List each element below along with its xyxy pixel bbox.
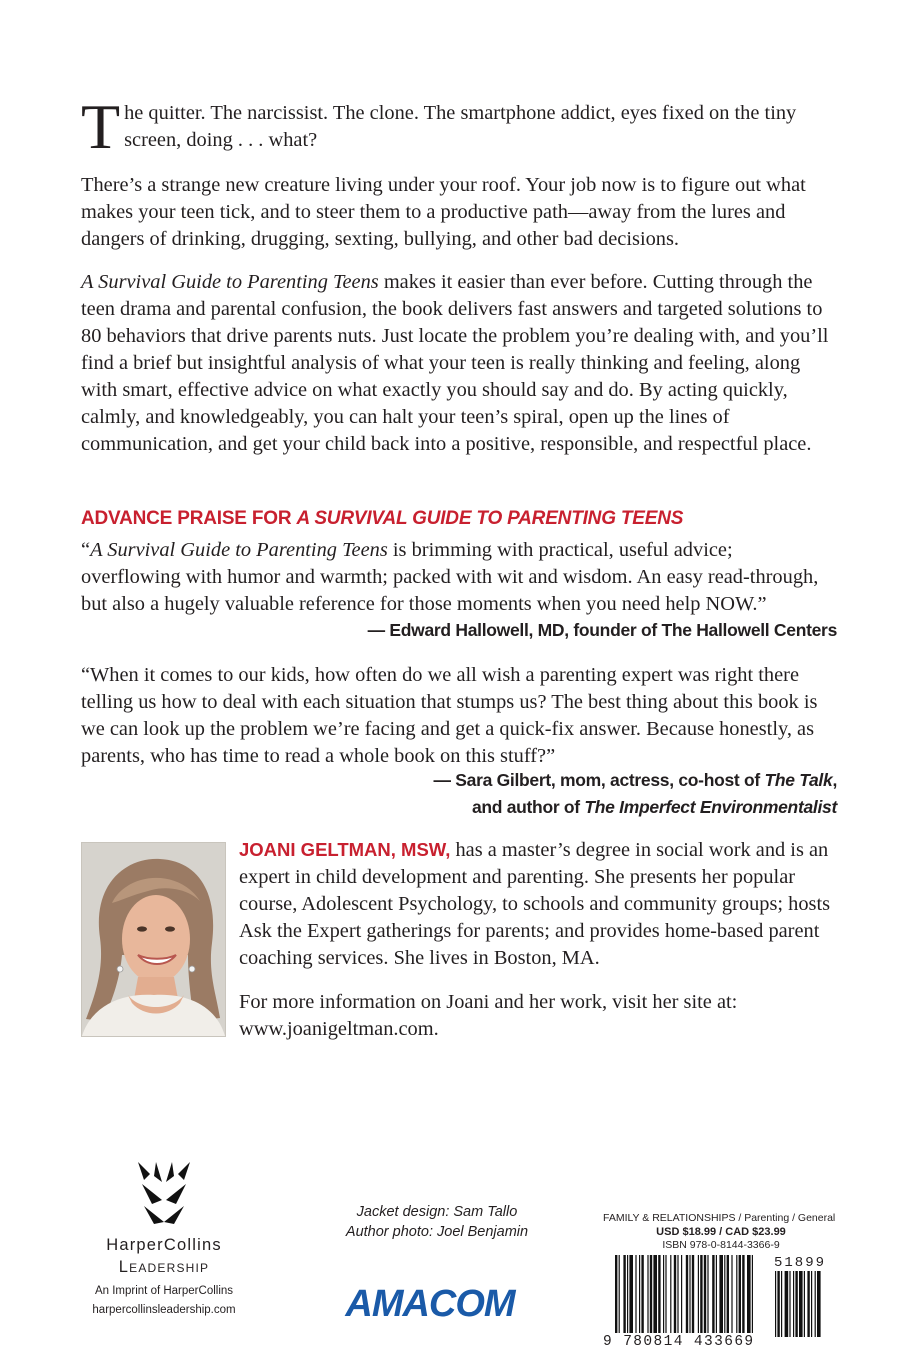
praise-quote-2: “When it comes to our kids, how often do we all wish a parenting expert was right there telling us how to deal with each situation that stumps us? The best thing about this book is we can look up the problem we’re facing and get a quick-fix answer. Because honestly, as parents, who has time to read a whole book on this stuff?”: [81, 664, 818, 767]
show-title: The Talk: [764, 770, 833, 790]
barcode-bar: [663, 1255, 664, 1333]
addon-barcode-bar: [811, 1271, 812, 1337]
addon-barcode-bar: [795, 1271, 797, 1337]
barcode-bar: [670, 1255, 671, 1333]
addon-barcode-bar: [777, 1271, 779, 1337]
addon-barcode-bar: [789, 1271, 790, 1337]
barcode-bar: [615, 1255, 617, 1333]
quote-open-mark: “: [81, 539, 91, 561]
addon-barcode-bar: [804, 1271, 805, 1337]
category-text: FAMILY & RELATIONSHIPS / Parenting / General: [603, 1212, 836, 1224]
praise-heading: [81, 508, 683, 530]
blurb-paragraph-2: There’s a strange new creature living under your roof. Your job now is to figure out what makes your teen tick, and to steer them to a productive path—away from the lures and dangers of drinking, drugging, sexting, bullying, and other bad decisions.: [81, 174, 806, 250]
barcode-bar: [727, 1255, 729, 1333]
quote-2-attr-suffix: ,: [832, 770, 837, 790]
quote-2-attr-prefix: — Sara Gilbert, mom, actress, co-host of: [433, 770, 765, 790]
barcode-bar: [681, 1255, 682, 1333]
ean-digits: 9 780814 433669: [603, 1334, 755, 1350]
book-title: A Survival Guide to Parenting Teens: [81, 271, 379, 293]
quote-1-attribution: — Edward Hallowell, MD, founder of The Hallowell Centers: [367, 620, 837, 640]
barcode-bar: [742, 1255, 744, 1333]
quote-book-title: A Survival Guide to Parenting Teens: [90, 539, 388, 561]
barcode-bar: [658, 1255, 660, 1333]
addon-barcode-bar: [799, 1271, 803, 1337]
barcode-bar: [674, 1255, 676, 1333]
blurb-paragraph-3: [81, 269, 841, 458]
quote-1-text: is brimming with practical, useful advice; overflowing with humor and warmth; packed with wit and wisdom. An easy read-through, but also a hugely valuable reference for those moments when you need help NOW.”: [81, 539, 819, 615]
quote-2-attribution-line-1: [434, 770, 838, 791]
price-text: USD $18.99 / CAD $23.99: [656, 1226, 786, 1238]
barcode-bar: [752, 1255, 753, 1333]
barcode-bar: [639, 1255, 640, 1333]
barcode-bar: [677, 1255, 678, 1333]
addon-barcode-bar: [815, 1271, 816, 1337]
intro-paragraph: [81, 91, 841, 162]
author-more-info: For more information on Joani and her work, visit her site at: www.joanigeltman.com.: [239, 991, 738, 1040]
publisher-name-line-2: Leadership: [118, 1258, 210, 1276]
author-bio-text: has a master’s degree in social work and is an expert in child development and parenting. She presents her popular course, Adolescent Psychology, to schools and community groups; hosts Ask the Expert gatherings for parents; and provides home-based parent coaching services. She lives in Boston, MA.: [239, 839, 831, 969]
barcode-bar: [653, 1255, 657, 1333]
addon-barcode-bar: [817, 1271, 821, 1337]
publisher-name-line-1: HarperCollins: [106, 1236, 222, 1254]
barcode-bar: [719, 1255, 723, 1333]
blurb-paragraph-3-text: makes it easier than ever before. Cutting through the teen drama and parental confusion, the book delivers fast answers and targeted solutions to 80 behaviors that drive parents nuts. Just locate the problem you’re dealing with, and you’ll find a brief but insightful analysis of what your teen is really thinking and feeling, along with smart, effective advice on what exactly you should say and do. By acting quickly, calmly, and knowledgeably, you can halt your teen’s spiral, open up the lines of communication, and get your child back into a positive, responsible, and respectful place.: [81, 271, 829, 455]
barcode-bar: [686, 1255, 688, 1333]
barcode-bar: [747, 1255, 751, 1333]
barcode-bar: [700, 1255, 702, 1333]
praise-heading-prefix: ADVANCE PRAISE FOR: [81, 508, 297, 529]
praise-heading-title: A SURVIVAL GUIDE TO PARENTING TEENS: [296, 508, 684, 529]
isbn-text: ISBN 978-0-8144-3366-9: [662, 1239, 780, 1251]
author-bio: [239, 836, 839, 972]
praise-quote-1: [81, 537, 837, 618]
quote-2-attribution-line-2: [472, 797, 837, 818]
barcode-bar: [665, 1255, 666, 1333]
addon-barcode-bar: [807, 1271, 809, 1337]
publisher-block: [70, 1160, 258, 1318]
barcode-bar: [707, 1255, 708, 1333]
jacket-design-credit: Jacket design: Sam Tallo: [356, 1204, 518, 1220]
barcode-bar: [731, 1255, 732, 1333]
publisher-url: harpercollinsleadership.com: [92, 1304, 236, 1316]
barcode-bar: [698, 1255, 699, 1333]
barcode-bar: [704, 1255, 706, 1333]
amacom-logo: AMACOM: [345, 1283, 515, 1325]
addon-barcode-bar: [775, 1271, 776, 1337]
barcode-bar: [736, 1255, 737, 1333]
barcode-bar: [623, 1255, 625, 1333]
barcode-bar: [641, 1255, 643, 1333]
barcode-bar: [716, 1255, 717, 1333]
addon-barcode-bar: [793, 1271, 794, 1337]
author-name: JOANI GELTMAN, MSW,: [239, 839, 451, 860]
isbn-barcode-icon: [603, 1255, 839, 1353]
barcode-bar: [650, 1255, 652, 1333]
barcode-bar: [647, 1255, 648, 1333]
addon-barcode-bar: [785, 1271, 789, 1337]
barcode-bar: [619, 1255, 620, 1333]
price-box: [603, 1212, 839, 1353]
barcode-bar: [627, 1255, 628, 1333]
credits: [332, 1202, 542, 1242]
author-book-title: The Imperfect Environmentalist: [584, 797, 837, 817]
author-photo-credit: Author photo: Joel Benjamin: [345, 1224, 529, 1240]
publisher-imprint: An Imprint of HarperCollins: [94, 1285, 234, 1297]
barcode-bar: [739, 1255, 741, 1333]
barcode-bar: [712, 1255, 714, 1333]
harpercollins-flame-logo-icon: [134, 1160, 194, 1226]
barcode-bar: [692, 1255, 694, 1333]
addon-barcode-bar: [781, 1271, 782, 1337]
quote-2-attr-line2-prefix: and author of: [471, 797, 585, 817]
barcode-bar: [629, 1255, 633, 1333]
drop-cap: T: [81, 91, 121, 162]
barcode-bar: [635, 1255, 636, 1333]
barcode-bar: [724, 1255, 725, 1333]
barcode-bar: [689, 1255, 690, 1333]
intro-text: he quitter. The narcissist. The clone. The smartphone addict, eyes fixed on the tiny screen, doing . . . what?: [124, 102, 797, 151]
addon-digits: 51899: [774, 1255, 827, 1271]
author-portrait-icon: [81, 842, 226, 1037]
